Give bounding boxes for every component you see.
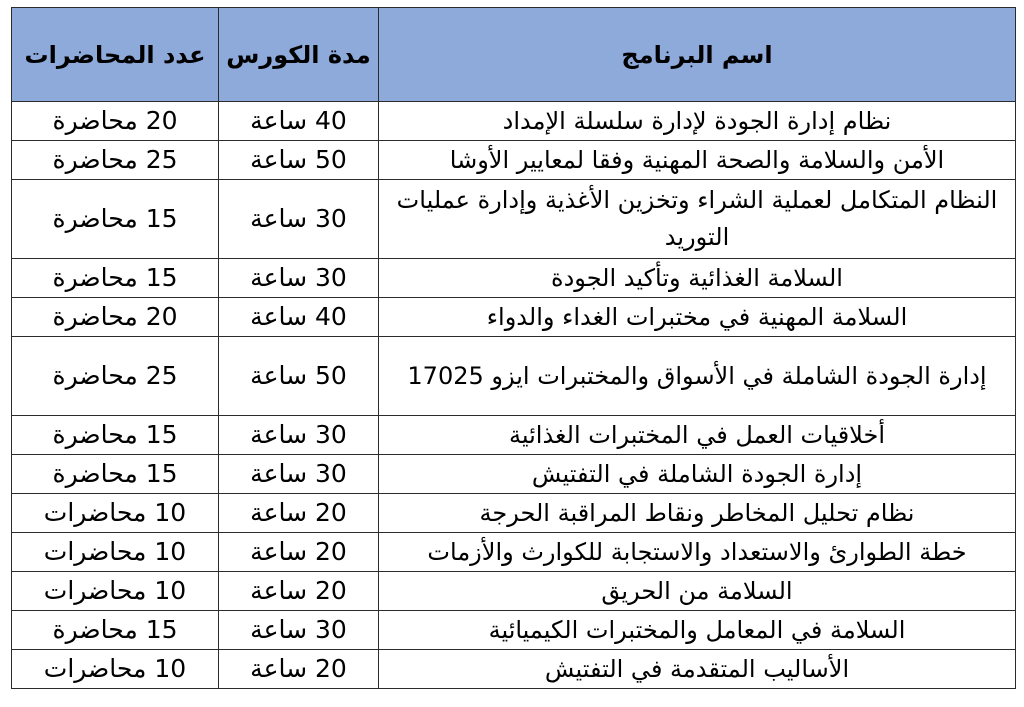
table-header-row (12, 8, 1016, 102)
lectures-cell: 20 محاضرة (12, 102, 219, 141)
program-name-cell: النظام المتكامل لعملية الشراء وتخزين الأغذية وإدارة عمليات التوريد (379, 180, 1016, 259)
table-row (12, 572, 1016, 611)
program-name-cell: إدارة الجودة الشاملة في الأسواق والمختبرات ايزو 17025 (379, 337, 1016, 416)
duration-cell: 20 ساعة (219, 572, 379, 611)
duration-cell: 30 ساعة (219, 455, 379, 494)
table-row (12, 259, 1016, 298)
table-row (12, 650, 1016, 689)
table-row (12, 180, 1016, 259)
lectures-cell: 10 محاضرات (12, 533, 219, 572)
lectures-cell: 20 محاضرة (12, 298, 219, 337)
lectures-cell: 15 محاضرة (12, 611, 219, 650)
lectures-cell: 15 محاضرة (12, 180, 219, 259)
duration-cell: 30 ساعة (219, 611, 379, 650)
table-row (12, 141, 1016, 180)
program-name-cell: السلامة من الحريق (379, 572, 1016, 611)
table-row (12, 298, 1016, 337)
table-row (12, 611, 1016, 650)
program-name-cell: السلامة في المعامل والمختبرات الكيميائية (379, 611, 1016, 650)
table-row (12, 455, 1016, 494)
lectures-cell: 15 محاضرة (12, 416, 219, 455)
program-name-cell: نظام تحليل المخاطر ونقاط المراقبة الحرجة (379, 494, 1016, 533)
program-name-cell: السلامة المهنية في مختبرات الغداء والدواء (379, 298, 1016, 337)
courses-table (11, 7, 1016, 689)
program-name-cell: السلامة الغذائية وتأكيد الجودة (379, 259, 1016, 298)
header-course-duration: مدة الكورس (219, 8, 379, 102)
table-row (12, 102, 1016, 141)
program-name-cell: خطة الطوارئ والاستعداد والاستجابة للكوارث والأزمات (379, 533, 1016, 572)
duration-cell: 30 ساعة (219, 259, 379, 298)
lectures-cell: 25 محاضرة (12, 337, 219, 416)
table-row (12, 533, 1016, 572)
duration-cell: 40 ساعة (219, 298, 379, 337)
program-name-cell: أخلاقيات العمل في المختبرات الغذائية (379, 416, 1016, 455)
duration-cell: 30 ساعة (219, 180, 379, 259)
lectures-cell: 15 محاضرة (12, 259, 219, 298)
table-row (12, 337, 1016, 416)
duration-cell: 30 ساعة (219, 416, 379, 455)
duration-cell: 20 ساعة (219, 533, 379, 572)
duration-cell: 40 ساعة (219, 102, 379, 141)
lectures-cell: 10 محاضرات (12, 650, 219, 689)
program-name-cell: الأساليب المتقدمة في التفتيش (379, 650, 1016, 689)
duration-cell: 20 ساعة (219, 494, 379, 533)
duration-cell: 20 ساعة (219, 650, 379, 689)
header-lecture-count: عدد المحاضرات (12, 8, 219, 102)
table-row (12, 494, 1016, 533)
program-name-cell: الأمن والسلامة والصحة المهنية وفقا لمعايير الأوشا (379, 141, 1016, 180)
lectures-cell: 15 محاضرة (12, 455, 219, 494)
program-name-cell: نظام إدارة الجودة لإدارة سلسلة الإمداد (379, 102, 1016, 141)
lectures-cell: 25 محاضرة (12, 141, 219, 180)
table-row (12, 416, 1016, 455)
header-program-name: اسم البرنامج (379, 8, 1016, 102)
lectures-cell: 10 محاضرات (12, 572, 219, 611)
courses-table-container (11, 7, 1015, 689)
duration-cell: 50 ساعة (219, 337, 379, 416)
duration-cell: 50 ساعة (219, 141, 379, 180)
program-name-cell: إدارة الجودة الشاملة في التفتيش (379, 455, 1016, 494)
lectures-cell: 10 محاضرات (12, 494, 219, 533)
